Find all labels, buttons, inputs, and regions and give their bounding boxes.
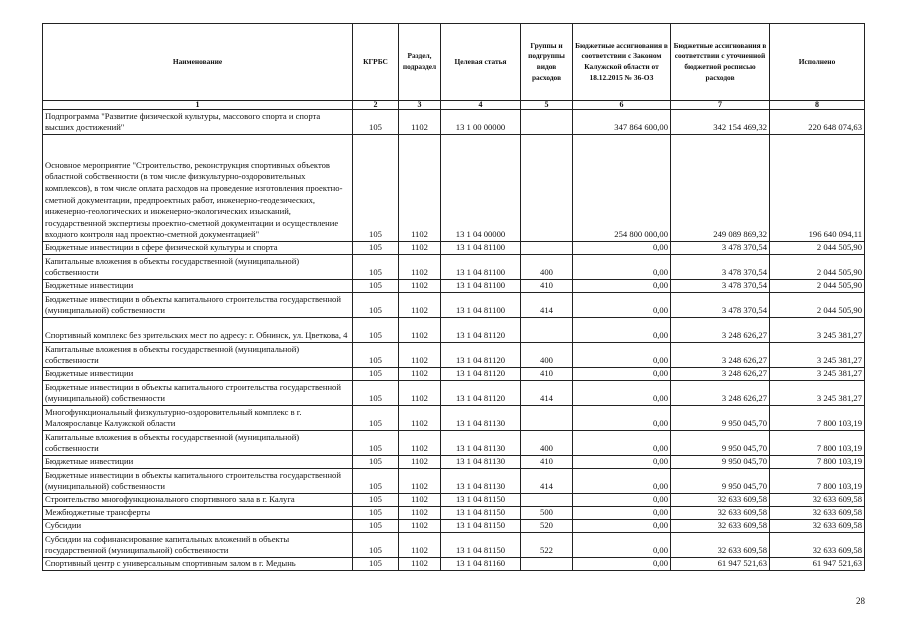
cell-law-allocation: 0,00 bbox=[573, 533, 671, 558]
cell-name: Капитальные вложения в объекты государственной (муниципальной) собственности bbox=[43, 343, 353, 368]
cell-kgrbs: 105 bbox=[353, 431, 399, 456]
header-section: Раздел, подраздел bbox=[399, 24, 441, 101]
cell-refined-allocation: 32 633 609,58 bbox=[671, 507, 770, 520]
cell-section: 1102 bbox=[399, 469, 441, 494]
cell-section: 1102 bbox=[399, 293, 441, 318]
cell-section: 1102 bbox=[399, 110, 441, 135]
cell-refined-allocation: 32 633 609,58 bbox=[671, 494, 770, 507]
column-number: 4 bbox=[441, 101, 521, 110]
cell-kgrbs: 105 bbox=[353, 469, 399, 494]
table-row bbox=[43, 381, 865, 406]
cell-target: 13 1 04 81130 bbox=[441, 456, 521, 469]
cell-executed: 7 800 103,19 bbox=[770, 431, 865, 456]
cell-refined-allocation: 3 248 626,27 bbox=[671, 318, 770, 343]
cell-name: Межбюджетные трансферты bbox=[43, 507, 353, 520]
cell-target: 13 1 04 81150 bbox=[441, 494, 521, 507]
cell-executed: 32 633 609,58 bbox=[770, 494, 865, 507]
cell-section: 1102 bbox=[399, 381, 441, 406]
cell-executed: 61 947 521,63 bbox=[770, 558, 865, 571]
cell-kgrbs: 105 bbox=[353, 507, 399, 520]
cell-kgrbs: 105 bbox=[353, 242, 399, 255]
table-row bbox=[43, 469, 865, 494]
cell-kgrbs: 105 bbox=[353, 406, 399, 431]
cell-section: 1102 bbox=[399, 242, 441, 255]
column-number: 5 bbox=[521, 101, 573, 110]
table-row bbox=[43, 318, 865, 343]
table-row bbox=[43, 255, 865, 280]
cell-group bbox=[521, 110, 573, 135]
cell-executed: 3 245 381,27 bbox=[770, 318, 865, 343]
cell-name: Спортивный комплекс без зрительских мест по адресу: г. Обнинск, ул. Цветкова, 4 bbox=[43, 318, 353, 343]
cell-executed: 2 044 505,90 bbox=[770, 242, 865, 255]
cell-group: 522 bbox=[521, 533, 573, 558]
cell-section: 1102 bbox=[399, 368, 441, 381]
table-row bbox=[43, 280, 865, 293]
table-row bbox=[43, 406, 865, 431]
cell-name: Бюджетные инвестиции bbox=[43, 368, 353, 381]
cell-refined-allocation: 249 089 869,32 bbox=[671, 135, 770, 242]
cell-name: Субсидии bbox=[43, 520, 353, 533]
cell-executed: 2 044 505,90 bbox=[770, 293, 865, 318]
cell-name: Бюджетные инвестиции в объекты капитального строительства государственной (муниципальной) собственности bbox=[43, 293, 353, 318]
cell-target: 13 1 04 81120 bbox=[441, 343, 521, 368]
cell-group: 410 bbox=[521, 456, 573, 469]
cell-refined-allocation: 3 478 370,54 bbox=[671, 255, 770, 280]
cell-kgrbs: 105 bbox=[353, 494, 399, 507]
cell-target: 13 1 04 81150 bbox=[441, 507, 521, 520]
table-row bbox=[43, 533, 865, 558]
cell-refined-allocation: 9 950 045,70 bbox=[671, 469, 770, 494]
cell-name: Бюджетные инвестиции в объекты капитального строительства государственной (муниципальной) собственности bbox=[43, 381, 353, 406]
cell-kgrbs: 105 bbox=[353, 343, 399, 368]
cell-name: Бюджетные инвестиции bbox=[43, 456, 353, 469]
cell-name: Капитальные вложения в объекты государственной (муниципальной) собственности bbox=[43, 431, 353, 456]
header-name: Наименование bbox=[43, 24, 353, 101]
cell-target: 13 1 04 81130 bbox=[441, 431, 521, 456]
header-row bbox=[43, 24, 865, 101]
table-row bbox=[43, 368, 865, 381]
header-target: Целевая статья bbox=[441, 24, 521, 101]
cell-law-allocation: 0,00 bbox=[573, 242, 671, 255]
column-number: 6 bbox=[573, 101, 671, 110]
cell-target: 13 1 04 81100 bbox=[441, 280, 521, 293]
cell-executed: 3 245 381,27 bbox=[770, 381, 865, 406]
cell-law-allocation: 0,00 bbox=[573, 255, 671, 280]
cell-group: 414 bbox=[521, 469, 573, 494]
cell-group: 500 bbox=[521, 507, 573, 520]
cell-target: 13 1 04 81160 bbox=[441, 558, 521, 571]
column-number: 1 bbox=[43, 101, 353, 110]
table-row bbox=[43, 242, 865, 255]
cell-kgrbs: 105 bbox=[353, 520, 399, 533]
cell-executed: 7 800 103,19 bbox=[770, 469, 865, 494]
cell-kgrbs: 105 bbox=[353, 533, 399, 558]
column-number: 3 bbox=[399, 101, 441, 110]
header-executed: Исполнено bbox=[770, 24, 865, 101]
table-row bbox=[43, 520, 865, 533]
cell-law-allocation: 0,00 bbox=[573, 507, 671, 520]
cell-group bbox=[521, 135, 573, 242]
cell-target: 13 1 04 81100 bbox=[441, 242, 521, 255]
header-law-allocation: Бюджетные ассигнования в соответствии с Законом Калужской области от 18.12.2015 № 36-ОЗ bbox=[573, 24, 671, 101]
cell-executed: 7 800 103,19 bbox=[770, 456, 865, 469]
cell-section: 1102 bbox=[399, 431, 441, 456]
header-group: Группы и подгруппы видов расходов bbox=[521, 24, 573, 101]
cell-refined-allocation: 3 248 626,27 bbox=[671, 381, 770, 406]
cell-target: 13 1 04 81100 bbox=[441, 255, 521, 280]
cell-target: 13 1 04 81120 bbox=[441, 318, 521, 343]
cell-name: Субсидии на софинансирование капитальных вложений в объекты государственной (муниципальной) собственности bbox=[43, 533, 353, 558]
cell-kgrbs: 105 bbox=[353, 280, 399, 293]
column-number: 7 bbox=[671, 101, 770, 110]
cell-group bbox=[521, 494, 573, 507]
header-kgrbs: КГРБС bbox=[353, 24, 399, 101]
cell-refined-allocation: 9 950 045,70 bbox=[671, 456, 770, 469]
cell-kgrbs: 105 bbox=[353, 381, 399, 406]
cell-law-allocation: 0,00 bbox=[573, 469, 671, 494]
cell-section: 1102 bbox=[399, 135, 441, 242]
cell-refined-allocation: 3 248 626,27 bbox=[671, 368, 770, 381]
cell-group bbox=[521, 242, 573, 255]
cell-kgrbs: 105 bbox=[353, 318, 399, 343]
table-row bbox=[43, 293, 865, 318]
cell-name: Спортивный центр с универсальным спортивным залом в г. Медынь bbox=[43, 558, 353, 571]
cell-law-allocation: 0,00 bbox=[573, 280, 671, 293]
cell-kgrbs: 105 bbox=[353, 558, 399, 571]
table-row bbox=[43, 110, 865, 135]
cell-section: 1102 bbox=[399, 533, 441, 558]
cell-group: 520 bbox=[521, 520, 573, 533]
cell-group: 400 bbox=[521, 255, 573, 280]
cell-law-allocation: 0,00 bbox=[573, 318, 671, 343]
cell-executed: 3 245 381,27 bbox=[770, 343, 865, 368]
budget-execution-table bbox=[42, 23, 865, 571]
cell-refined-allocation: 3 248 626,27 bbox=[671, 343, 770, 368]
cell-section: 1102 bbox=[399, 280, 441, 293]
cell-executed: 2 044 505,90 bbox=[770, 280, 865, 293]
cell-law-allocation: 0,00 bbox=[573, 381, 671, 406]
cell-law-allocation: 0,00 bbox=[573, 293, 671, 318]
cell-group: 410 bbox=[521, 368, 573, 381]
cell-refined-allocation: 32 633 609,58 bbox=[671, 520, 770, 533]
cell-section: 1102 bbox=[399, 255, 441, 280]
table-row bbox=[43, 431, 865, 456]
cell-law-allocation: 347 864 600,00 bbox=[573, 110, 671, 135]
cell-name: Строительство многофункционального спортивного зала в г. Калуга bbox=[43, 494, 353, 507]
cell-group bbox=[521, 406, 573, 431]
cell-group: 410 bbox=[521, 280, 573, 293]
cell-law-allocation: 0,00 bbox=[573, 558, 671, 571]
header-refined-allocation: Бюджетные ассигнования в соответствии с уточненной бюджетной росписью расходов bbox=[671, 24, 770, 101]
cell-section: 1102 bbox=[399, 406, 441, 431]
cell-target: 13 1 04 00000 bbox=[441, 135, 521, 242]
cell-executed: 32 633 609,58 bbox=[770, 520, 865, 533]
cell-law-allocation: 0,00 bbox=[573, 520, 671, 533]
cell-group bbox=[521, 558, 573, 571]
cell-executed: 220 648 074,63 bbox=[770, 110, 865, 135]
table-row bbox=[43, 507, 865, 520]
column-number-row bbox=[43, 101, 865, 110]
cell-refined-allocation: 3 478 370,54 bbox=[671, 242, 770, 255]
cell-target: 13 1 04 81150 bbox=[441, 520, 521, 533]
cell-kgrbs: 105 bbox=[353, 135, 399, 242]
cell-group: 400 bbox=[521, 343, 573, 368]
cell-section: 1102 bbox=[399, 558, 441, 571]
cell-target: 13 1 04 81130 bbox=[441, 406, 521, 431]
cell-group: 414 bbox=[521, 381, 573, 406]
cell-target: 13 1 04 81130 bbox=[441, 469, 521, 494]
cell-section: 1102 bbox=[399, 343, 441, 368]
cell-executed: 32 633 609,58 bbox=[770, 533, 865, 558]
cell-kgrbs: 105 bbox=[353, 456, 399, 469]
cell-name: Многофункциональный физкультурно-оздоровительный комплекс в г. Малоярославце Калужской области bbox=[43, 406, 353, 431]
cell-refined-allocation: 32 633 609,58 bbox=[671, 533, 770, 558]
page-number: 28 bbox=[856, 596, 865, 606]
table-row bbox=[43, 456, 865, 469]
cell-section: 1102 bbox=[399, 507, 441, 520]
table-row bbox=[43, 558, 865, 571]
table-row bbox=[43, 135, 865, 242]
cell-name: Капитальные вложения в объекты государственной (муниципальной) собственности bbox=[43, 255, 353, 280]
cell-executed: 7 800 103,19 bbox=[770, 406, 865, 431]
column-number: 8 bbox=[770, 101, 865, 110]
column-number: 2 bbox=[353, 101, 399, 110]
cell-section: 1102 bbox=[399, 494, 441, 507]
cell-executed: 196 640 094,11 bbox=[770, 135, 865, 242]
cell-target: 13 1 00 00000 bbox=[441, 110, 521, 135]
cell-refined-allocation: 9 950 045,70 bbox=[671, 406, 770, 431]
table-row bbox=[43, 494, 865, 507]
cell-refined-allocation: 3 478 370,54 bbox=[671, 293, 770, 318]
table-row bbox=[43, 343, 865, 368]
cell-group: 400 bbox=[521, 431, 573, 456]
cell-section: 1102 bbox=[399, 456, 441, 469]
cell-name: Подпрограмма "Развитие физической культуры, массового спорта и спорта высших достижений" bbox=[43, 110, 353, 135]
cell-name: Бюджетные инвестиции в объекты капитального строительства государственной (муниципальной) собственности bbox=[43, 469, 353, 494]
cell-executed: 3 245 381,27 bbox=[770, 368, 865, 381]
cell-law-allocation: 0,00 bbox=[573, 431, 671, 456]
cell-executed: 2 044 505,90 bbox=[770, 255, 865, 280]
cell-law-allocation: 254 800 000,00 bbox=[573, 135, 671, 242]
cell-target: 13 1 04 81100 bbox=[441, 293, 521, 318]
cell-law-allocation: 0,00 bbox=[573, 406, 671, 431]
cell-target: 13 1 04 81120 bbox=[441, 368, 521, 381]
cell-law-allocation: 0,00 bbox=[573, 494, 671, 507]
cell-name: Основное мероприятие "Строительство, реконструкция спортивных объектов областной собственности (в том числе физкультурно-оздоровительных комплексов), в том числе оплата расходов на проведение изготовления проектно-сметной документации, предпроектных работ, инженерно-геодезических, инженерно-геологических и инженерно-экологических изысканий, государственной экспертизы проектно-сметной документации и осуществление входного контроля над проектно-сметной документацией" bbox=[43, 135, 353, 242]
cell-law-allocation: 0,00 bbox=[573, 343, 671, 368]
cell-executed: 32 633 609,58 bbox=[770, 507, 865, 520]
cell-section: 1102 bbox=[399, 318, 441, 343]
cell-refined-allocation: 342 154 469,32 bbox=[671, 110, 770, 135]
cell-target: 13 1 04 81150 bbox=[441, 533, 521, 558]
cell-kgrbs: 105 bbox=[353, 110, 399, 135]
cell-name: Бюджетные инвестиции в сфере физической культуры и спорта bbox=[43, 242, 353, 255]
cell-law-allocation: 0,00 bbox=[573, 368, 671, 381]
cell-kgrbs: 105 bbox=[353, 293, 399, 318]
cell-group bbox=[521, 318, 573, 343]
cell-section: 1102 bbox=[399, 520, 441, 533]
cell-refined-allocation: 3 478 370,54 bbox=[671, 280, 770, 293]
cell-kgrbs: 105 bbox=[353, 368, 399, 381]
cell-target: 13 1 04 81120 bbox=[441, 381, 521, 406]
cell-refined-allocation: 9 950 045,70 bbox=[671, 431, 770, 456]
cell-law-allocation: 0,00 bbox=[573, 456, 671, 469]
cell-name: Бюджетные инвестиции bbox=[43, 280, 353, 293]
cell-group: 414 bbox=[521, 293, 573, 318]
cell-refined-allocation: 61 947 521,63 bbox=[671, 558, 770, 571]
cell-kgrbs: 105 bbox=[353, 255, 399, 280]
